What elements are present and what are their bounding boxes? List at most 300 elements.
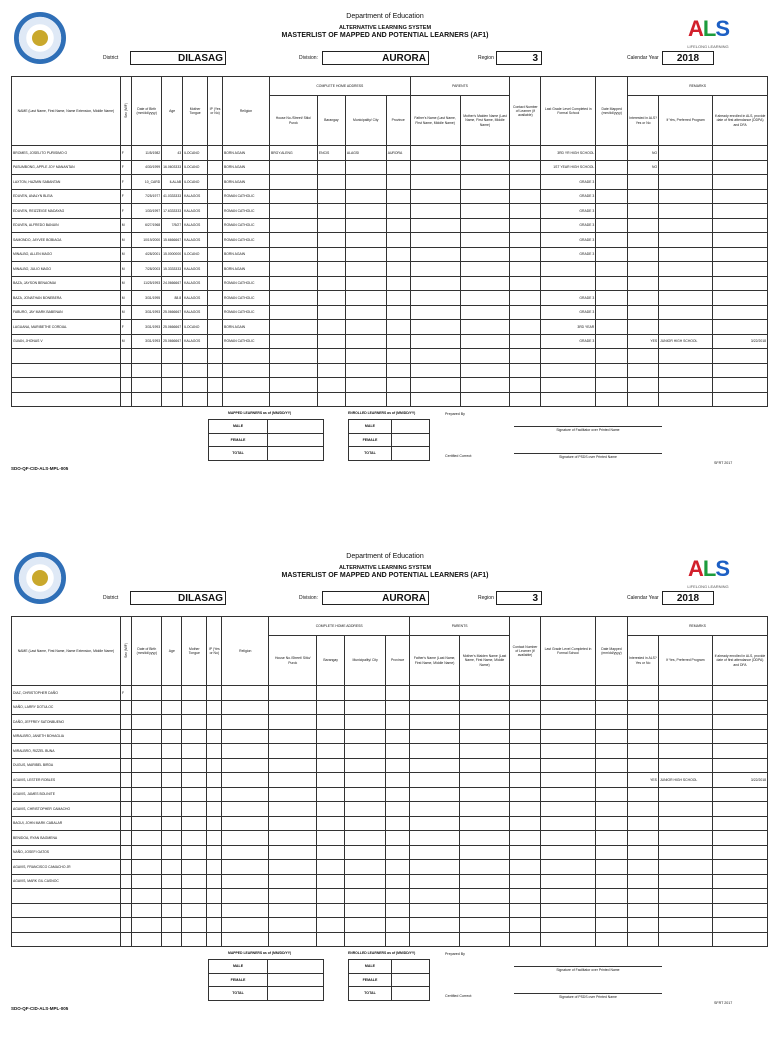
cell-preferred[interactable] — [658, 686, 712, 701]
cell-dob[interactable]: 3/31/1993 — [132, 305, 162, 320]
cell-grade[interactable] — [541, 831, 596, 846]
cell-province[interactable] — [386, 816, 410, 831]
district-field[interactable]: DILASAG — [130, 51, 226, 65]
cell-ip[interactable] — [207, 729, 222, 744]
cell-dob[interactable] — [132, 787, 162, 802]
cell-ip[interactable] — [207, 918, 222, 933]
cell-name[interactable] — [12, 392, 121, 407]
mapped-total-value[interactable] — [268, 987, 324, 1001]
cell-enrolled[interactable] — [712, 686, 767, 701]
cell-dob[interactable] — [132, 802, 162, 817]
cell-religion[interactable]: ROMAN CATHOLIC — [223, 233, 270, 248]
cell-mapped[interactable] — [596, 320, 628, 335]
cell-preferred[interactable] — [659, 218, 713, 233]
cell-sex[interactable] — [120, 932, 131, 947]
cell-barangay[interactable]: ENCIS — [317, 146, 345, 161]
cell-municipality[interactable] — [345, 204, 386, 219]
cell-contact[interactable] — [510, 247, 541, 262]
cell-grade[interactable] — [541, 816, 596, 831]
cell-contact[interactable] — [510, 146, 541, 161]
cell-age[interactable]: 43 — [162, 146, 183, 161]
cell-sex[interactable]: M — [120, 218, 131, 233]
cell-mother[interactable] — [460, 874, 510, 889]
cell-sex[interactable] — [120, 816, 131, 831]
cell-municipality[interactable] — [345, 758, 386, 773]
cell-house[interactable] — [269, 874, 317, 889]
cell-father[interactable] — [410, 363, 460, 378]
cell-mapped[interactable] — [596, 247, 628, 262]
cell-dob[interactable] — [132, 700, 162, 715]
cell-mother[interactable] — [460, 233, 510, 248]
cell-father[interactable] — [410, 831, 460, 846]
cell-barangay[interactable] — [317, 787, 345, 802]
cell-contact[interactable] — [510, 276, 541, 291]
cell-grade[interactable]: 3RD YR HIGH SCHOOL — [541, 146, 596, 161]
cell-interested[interactable]: NO — [628, 160, 659, 175]
cell-province[interactable] — [386, 831, 410, 846]
cell-mapped[interactable] — [595, 802, 627, 817]
cell-contact[interactable] — [510, 773, 541, 788]
cell-mapped[interactable] — [596, 291, 628, 306]
cell-dob[interactable] — [132, 715, 162, 730]
cell-father[interactable] — [410, 247, 460, 262]
cell-age[interactable] — [162, 816, 182, 831]
cell-dob[interactable]: 7/25/1977 — [132, 189, 162, 204]
cell-name[interactable]: AGAVIS, JAMES BOLINITE — [12, 787, 121, 802]
cell-province[interactable] — [386, 773, 410, 788]
cell-dob[interactable]: 6/27/1968 — [132, 218, 162, 233]
cell-grade[interactable]: GRADE 3 — [541, 218, 596, 233]
cell-barangay[interactable] — [317, 305, 345, 320]
cell-grade[interactable]: GRADE 3 — [541, 233, 596, 248]
cell-age[interactable]: 17.6333333 — [162, 204, 183, 219]
cell-dob[interactable] — [132, 874, 162, 889]
cell-mapped[interactable] — [596, 334, 628, 349]
cell-grade[interactable] — [541, 874, 596, 889]
cell-name[interactable]: BAZA, JAYSON BENAOMAI — [12, 276, 121, 291]
cell-preferred[interactable]: JUNIOR HIGH SCHOOL — [658, 773, 712, 788]
cell-municipality[interactable] — [345, 700, 386, 715]
cell-mapped[interactable] — [596, 146, 628, 161]
cell-father[interactable] — [410, 320, 460, 335]
cell-mother[interactable] — [460, 715, 510, 730]
region-field[interactable]: 3 — [496, 51, 542, 65]
cell-sex[interactable]: M — [120, 276, 131, 291]
cell-mapped[interactable] — [596, 175, 628, 190]
cell-mapped[interactable] — [595, 744, 627, 759]
cell-barangay[interactable] — [317, 276, 345, 291]
cell-province[interactable] — [386, 860, 410, 875]
cell-tongue[interactable] — [183, 392, 208, 407]
cell-contact[interactable] — [510, 233, 541, 248]
cell-mapped[interactable] — [595, 889, 627, 904]
cell-father[interactable] — [410, 686, 460, 701]
cell-grade[interactable]: 1ST YEAR HIGH SCHOOL — [541, 160, 596, 175]
cell-interested[interactable] — [628, 247, 659, 262]
cell-mother[interactable] — [460, 845, 510, 860]
cell-father[interactable] — [410, 715, 460, 730]
cell-enrolled[interactable] — [712, 874, 767, 889]
cell-house[interactable] — [269, 160, 317, 175]
cell-enrolled[interactable] — [713, 175, 768, 190]
cell-contact[interactable] — [510, 715, 541, 730]
cell-mapped[interactable] — [595, 874, 627, 889]
cell-dob[interactable]: 10_CARD — [132, 175, 162, 190]
cell-mother[interactable] — [460, 889, 510, 904]
cell-sex[interactable] — [120, 729, 131, 744]
cell-age[interactable] — [162, 918, 182, 933]
cell-mapped[interactable] — [595, 686, 627, 701]
cell-preferred[interactable] — [659, 392, 713, 407]
cell-father[interactable] — [410, 773, 460, 788]
cell-mapped[interactable] — [595, 715, 627, 730]
cell-tongue[interactable]: ILOCANO — [183, 175, 208, 190]
cell-name[interactable]: MINALBO, ALLEN MAGO — [12, 247, 121, 262]
cell-father[interactable] — [410, 903, 460, 918]
cell-ip[interactable] — [208, 175, 223, 190]
cell-religion[interactable]: BORN AGAIN — [223, 160, 270, 175]
cell-sex[interactable]: F — [120, 320, 131, 335]
cell-municipality[interactable] — [345, 874, 386, 889]
cell-ip[interactable] — [208, 334, 223, 349]
cell-mother[interactable] — [460, 860, 510, 875]
cell-house[interactable] — [269, 802, 317, 817]
cell-father[interactable] — [410, 334, 460, 349]
cell-province[interactable] — [386, 291, 410, 306]
cell-sex[interactable]: M — [120, 233, 131, 248]
cell-mother[interactable] — [460, 729, 510, 744]
cell-barangay[interactable] — [317, 816, 345, 831]
cell-interested[interactable] — [628, 349, 659, 364]
cell-barangay[interactable] — [317, 903, 345, 918]
cell-religion[interactable] — [222, 802, 269, 817]
cell-religion[interactable] — [222, 932, 269, 947]
cell-barangay[interactable] — [317, 392, 345, 407]
cell-preferred[interactable] — [659, 378, 713, 393]
cell-name[interactable]: PASUMBONG, APPLE JOY MANANTAN — [12, 160, 121, 175]
cell-barangay[interactable] — [317, 363, 345, 378]
cell-contact[interactable] — [510, 845, 541, 860]
cell-mapped[interactable] — [595, 845, 627, 860]
cell-house[interactable] — [269, 932, 317, 947]
cell-contact[interactable] — [510, 932, 541, 947]
cell-interested[interactable] — [627, 729, 658, 744]
cell-mother[interactable] — [460, 363, 510, 378]
cell-province[interactable] — [386, 349, 410, 364]
cell-ip[interactable] — [207, 874, 222, 889]
cell-barangay[interactable] — [317, 378, 345, 393]
cell-ip[interactable] — [207, 787, 222, 802]
cell-house[interactable] — [269, 363, 317, 378]
cell-name[interactable] — [12, 903, 121, 918]
cell-preferred[interactable] — [659, 204, 713, 219]
cell-grade[interactable] — [541, 363, 596, 378]
cell-ip[interactable] — [207, 686, 222, 701]
cell-contact[interactable] — [510, 903, 541, 918]
cell-barangay[interactable] — [317, 686, 345, 701]
cell-mapped[interactable] — [595, 787, 627, 802]
cell-age[interactable] — [162, 363, 183, 378]
cell-ip[interactable] — [207, 715, 222, 730]
cell-tongue[interactable]: KALAGOS — [183, 262, 208, 277]
cell-tongue[interactable]: ILOCANO — [183, 146, 208, 161]
cell-barangay[interactable] — [317, 831, 345, 846]
cell-dob[interactable] — [132, 744, 162, 759]
cell-municipality[interactable] — [345, 392, 386, 407]
cell-interested[interactable] — [627, 831, 658, 846]
cell-name[interactable]: BROMES, JOSELITO PURISIMO O — [12, 146, 121, 161]
cell-name[interactable]: LAGUANA, MARIBETHE CORDIAL — [12, 320, 121, 335]
cell-ip[interactable] — [208, 305, 223, 320]
cell-age[interactable] — [162, 686, 182, 701]
cell-sex[interactable] — [120, 787, 131, 802]
cell-grade[interactable] — [541, 744, 596, 759]
enrolled-male-value[interactable] — [391, 420, 429, 434]
district-field[interactable]: DILASAG — [130, 591, 226, 605]
cell-religion[interactable]: ROMAN CATHOLIC — [223, 276, 270, 291]
cell-ip[interactable] — [207, 802, 222, 817]
cell-dob[interactable]: 4/28/2001 — [132, 247, 162, 262]
cell-interested[interactable] — [627, 903, 658, 918]
cell-ip[interactable] — [207, 903, 222, 918]
cell-tongue[interactable]: KALAGOS — [183, 305, 208, 320]
cell-barangay[interactable] — [317, 729, 345, 744]
cell-preferred[interactable] — [659, 349, 713, 364]
cell-religion[interactable] — [222, 773, 269, 788]
cell-preferred[interactable] — [658, 874, 712, 889]
cell-ip[interactable] — [208, 146, 223, 161]
cell-municipality[interactable] — [345, 773, 386, 788]
cell-dob[interactable]: 4/30/1999 — [132, 160, 162, 175]
cell-grade[interactable] — [541, 686, 596, 701]
mapped-male-value[interactable] — [268, 420, 324, 434]
cell-age[interactable] — [162, 845, 182, 860]
cell-religion[interactable] — [223, 349, 270, 364]
cell-religion[interactable] — [222, 758, 269, 773]
cell-enrolled[interactable] — [713, 378, 768, 393]
cell-interested[interactable] — [628, 305, 659, 320]
cell-sex[interactable] — [120, 349, 131, 364]
cell-name[interactable]: EDUVEN, REIZZEIGE MADAYAG — [12, 204, 121, 219]
cell-mother[interactable] — [460, 831, 510, 846]
cell-religion[interactable]: BORN AGAIN — [223, 320, 270, 335]
cell-house[interactable] — [269, 291, 317, 306]
cell-enrolled[interactable] — [712, 831, 767, 846]
cell-father[interactable] — [410, 700, 460, 715]
cell-dob[interactable]: 3/31/1993 — [132, 334, 162, 349]
cell-name[interactable]: BENIDOA, RYAN BAGMENA — [12, 831, 121, 846]
cell-preferred[interactable] — [659, 146, 713, 161]
cell-interested[interactable] — [627, 918, 658, 933]
cell-interested[interactable] — [627, 715, 658, 730]
cell-age[interactable]: 88.8 — [162, 291, 183, 306]
cell-province[interactable] — [386, 276, 410, 291]
cell-mother[interactable] — [460, 276, 510, 291]
cell-tongue[interactable] — [183, 378, 208, 393]
cell-house[interactable] — [269, 686, 317, 701]
cell-preferred[interactable] — [658, 889, 712, 904]
cell-mother[interactable] — [460, 334, 510, 349]
cell-contact[interactable] — [510, 758, 541, 773]
cell-name[interactable]: AGAVIS, LESTER ROBLES — [12, 773, 121, 788]
cell-father[interactable] — [410, 146, 460, 161]
cell-preferred[interactable] — [658, 700, 712, 715]
enrolled-total-value[interactable] — [391, 987, 429, 1001]
cell-ip[interactable] — [207, 758, 222, 773]
cell-house[interactable] — [269, 845, 317, 860]
cell-contact[interactable] — [510, 175, 541, 190]
cell-interested[interactable] — [627, 802, 658, 817]
cell-mapped[interactable] — [596, 276, 628, 291]
cell-interested[interactable] — [628, 276, 659, 291]
cell-province[interactable] — [386, 392, 410, 407]
cell-preferred[interactable] — [658, 845, 712, 860]
cell-municipality[interactable] — [345, 903, 386, 918]
cell-house[interactable] — [269, 175, 317, 190]
cell-religion[interactable] — [222, 918, 269, 933]
cell-tongue[interactable]: KALAGOS — [183, 189, 208, 204]
cell-father[interactable] — [410, 204, 460, 219]
cell-dob[interactable] — [132, 831, 162, 846]
cell-name[interactable] — [12, 889, 121, 904]
cell-interested[interactable]: NO — [628, 146, 659, 161]
cell-age[interactable] — [162, 758, 182, 773]
cell-mapped[interactable] — [596, 363, 628, 378]
cell-mapped[interactable] — [595, 816, 627, 831]
cell-contact[interactable] — [510, 160, 541, 175]
cell-father[interactable] — [410, 262, 460, 277]
cell-age[interactable] — [162, 729, 182, 744]
cell-municipality[interactable] — [345, 218, 386, 233]
cell-ip[interactable] — [207, 831, 222, 846]
cell-religion[interactable] — [222, 860, 269, 875]
cell-preferred[interactable] — [659, 305, 713, 320]
cell-father[interactable] — [410, 744, 460, 759]
cell-preferred[interactable]: JUNIOR HIGH SCHOOL — [659, 334, 713, 349]
cell-house[interactable] — [269, 204, 317, 219]
cell-contact[interactable] — [510, 378, 541, 393]
cell-mapped[interactable] — [595, 729, 627, 744]
cell-mapped[interactable] — [595, 903, 627, 918]
cell-house[interactable] — [269, 218, 317, 233]
cell-municipality[interactable] — [345, 845, 386, 860]
cell-municipality[interactable] — [345, 247, 386, 262]
cell-municipality[interactable] — [345, 686, 386, 701]
cell-mother[interactable] — [460, 262, 510, 277]
cell-father[interactable] — [410, 189, 460, 204]
cell-barangay[interactable] — [317, 320, 345, 335]
cell-municipality[interactable]: ALAGSI — [345, 146, 386, 161]
cell-contact[interactable] — [510, 700, 541, 715]
cell-municipality[interactable] — [345, 378, 386, 393]
cell-dob[interactable] — [132, 903, 162, 918]
cell-barangay[interactable] — [317, 189, 345, 204]
cell-tongue[interactable]: ILOCANO — [183, 247, 208, 262]
cell-ip[interactable] — [208, 378, 223, 393]
cell-province[interactable] — [386, 715, 410, 730]
cell-barangay[interactable] — [317, 918, 345, 933]
cell-tongue[interactable] — [182, 802, 207, 817]
cell-ip[interactable] — [208, 189, 223, 204]
cell-municipality[interactable] — [345, 305, 386, 320]
cell-ip[interactable] — [207, 889, 222, 904]
cell-contact[interactable] — [510, 189, 541, 204]
cell-enrolled[interactable] — [712, 889, 767, 904]
cell-sex[interactable] — [120, 802, 131, 817]
cell-enrolled[interactable] — [712, 932, 767, 947]
cell-enrolled[interactable] — [713, 233, 768, 248]
cell-mother[interactable] — [460, 700, 510, 715]
cell-tongue[interactable] — [182, 773, 207, 788]
cell-sex[interactable] — [120, 773, 131, 788]
cell-contact[interactable] — [510, 349, 541, 364]
cell-house[interactable] — [269, 320, 317, 335]
cell-mother[interactable] — [460, 903, 510, 918]
cell-name[interactable] — [12, 349, 121, 364]
cell-religion[interactable] — [223, 363, 270, 378]
cell-dob[interactable] — [132, 918, 162, 933]
cell-mapped[interactable] — [596, 378, 628, 393]
cell-mother[interactable] — [460, 160, 510, 175]
cell-name[interactable]: LAXTON, HAZMIN SABANTAN — [12, 175, 121, 190]
cell-religion[interactable]: ROMAN CATHOLIC — [223, 334, 270, 349]
cell-municipality[interactable] — [345, 744, 386, 759]
cell-interested[interactable] — [628, 363, 659, 378]
cell-interested[interactable] — [627, 874, 658, 889]
cell-grade[interactable] — [541, 729, 596, 744]
cell-religion[interactable]: BORN AGAIN — [223, 247, 270, 262]
cell-interested[interactable] — [627, 686, 658, 701]
enrolled-total-value[interactable] — [391, 447, 429, 461]
cell-father[interactable] — [410, 392, 460, 407]
cell-grade[interactable]: GRADE 3 — [541, 175, 596, 190]
cell-grade[interactable]: GRADE 3 — [541, 204, 596, 219]
cell-father[interactable] — [410, 276, 460, 291]
cell-municipality[interactable] — [345, 349, 386, 364]
cell-ip[interactable] — [208, 218, 223, 233]
cell-tongue[interactable] — [183, 349, 208, 364]
cell-municipality[interactable] — [345, 320, 386, 335]
cell-dob[interactable] — [132, 889, 162, 904]
cell-interested[interactable] — [628, 320, 659, 335]
cell-tongue[interactable] — [183, 363, 208, 378]
cell-preferred[interactable] — [659, 247, 713, 262]
cell-house[interactable] — [269, 729, 317, 744]
cell-ip[interactable] — [207, 845, 222, 860]
cell-municipality[interactable] — [345, 802, 386, 817]
cell-age[interactable] — [162, 392, 183, 407]
cell-dob[interactable] — [132, 349, 162, 364]
cell-grade[interactable]: GRADE 3 — [541, 247, 596, 262]
cell-municipality[interactable] — [345, 175, 386, 190]
cell-enrolled[interactable] — [712, 758, 767, 773]
cell-province[interactable] — [386, 787, 410, 802]
cell-preferred[interactable] — [658, 744, 712, 759]
cell-house[interactable] — [269, 262, 317, 277]
cell-age[interactable] — [162, 773, 182, 788]
cell-religion[interactable] — [222, 816, 269, 831]
cell-preferred[interactable] — [658, 729, 712, 744]
cell-province[interactable] — [386, 744, 410, 759]
cell-father[interactable] — [410, 160, 460, 175]
cell-age[interactable] — [162, 787, 182, 802]
cell-dob[interactable]: 10/19/2000 — [132, 233, 162, 248]
cell-mapped[interactable] — [596, 392, 628, 407]
cell-barangay[interactable] — [317, 218, 345, 233]
cell-ip[interactable] — [208, 247, 223, 262]
cell-sex[interactable] — [120, 874, 131, 889]
cell-sex[interactable]: F — [120, 146, 131, 161]
